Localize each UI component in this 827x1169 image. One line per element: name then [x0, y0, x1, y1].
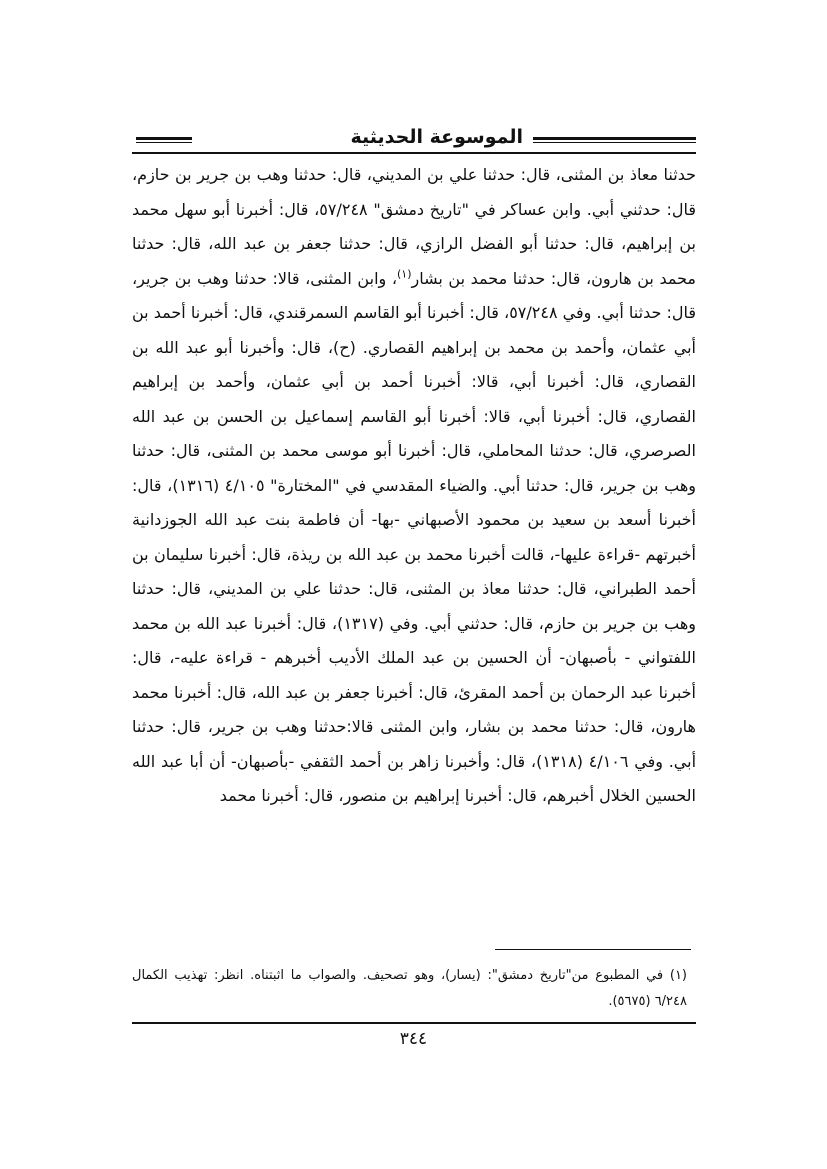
- header-rule-left: [136, 137, 192, 143]
- text-after-note: ، وابن المثنى، قالا: حدثنا وهب بن جرير، قال: حدثنا أبي. وفي ٥٧/٢٤٨، قال: أخبرنا أبو القاسم السمرقندي، قال: أخبرنا أحمد بن أبي عثمان، وأحمد بن محمد بن إبراهيم القصاري. (ح)، قال: وأخبرنا أبو عبد الله بن القصاري، قال: أخبرنا أبي، قالا: أخبرنا أحمد بن أبي عثمان، وأحمد بن إبراهيم القصاري، قال: أخبرنا أبي، قالا: أخبرنا أبو القاسم إسماعيل بن الحسن بن عبد الله الصرصري، قال: حدثنا المحاملي، قال: أخبرنا أبو موسى محمد بن المثنى، قال: حدثنا وهب بن جرير، قال: حدثنا أبي. والضياء المقدسي في "المختارة" ٤/١٠٥ (١٣١٦)، قال: أخبرنا أسعد بن سعيد بن محمود الأصبهاني -بها- أن فاطمة بنت عبد الله الجوزدانية أخبرتهم -قراءة عليها-، قالت أخبرنا محمد بن عبد الله بن ريذة، قال: أخبرنا سليمان بن أحمد الطبراني، قال: حدثنا معاذ بن المثنى، قال: حدثنا علي بن المديني، قال: حدثنا وهب بن جرير بن حازم، قال: حدثني أبي. وفي (١٣١٧)، قال: أخبرنا عبد الله بن محمد اللفتواني - بأصبهان- أن الحسين بن عبد الملك الأديب أخبرهم - قراءة عليه-، قال: أخبرنا عبد الرحمان بن أحمد المقرئ، قال: أخبرنا جعفر بن عبد الله، قال: أخبرنا محمد هارون، قال: حدثنا محمد بن بشار، وابن المثنى قالا:حدثنا وهب بن جرير، قال: حدثنا أبي. وفي ٤/١٠٦ (١٣١٨)، قال: وأخبرنا زاهر بن أحمد الثقفي -بأصبهان- أن أبا عبد الله الحسين الخلال أخبرهم، قال: أخبرنا إبراهيم بن منصور، قال: أخبرنا محمد: [132, 268, 697, 805]
- main-text: [132, 158, 696, 814]
- main-paragraph: [132, 158, 696, 814]
- footnote: (١) في المطبوع من"تاريخ دمشق": (يسار)، وهو تصحيف. والصواب ما اثبتناه. انظر: تهذيب الكمال ٦/٢٤٨ (٥٦٧٥).: [132, 968, 687, 1009]
- header-underline: [132, 152, 696, 154]
- footer-rule: [132, 1022, 696, 1024]
- header-title: الموسوعة الحديثية: [341, 124, 534, 150]
- footnote-separator: [495, 949, 691, 950]
- footnote-marker[interactable]: (١): [397, 267, 412, 281]
- page-number: ٣٤٤: [399, 1029, 428, 1049]
- text-before-note: حدثنا معاذ بن المثنى، قال: حدثنا علي بن المديني، قال: حدثنا وهب بن جرير بن حازم، قال: حدثني أبي. وابن عساكر في "تاريخ دمشق" ٥٧/٢٤٨، قال: أخبرنا أبو سهل محمد بن إبراهيم، قال: حدثنا أبو الفضل الرازي، قال: حدثنا جعفر بن عبد الله، قال: حدثنا محمد بن هارون، قال: حدثنا محمد بن بشار: [132, 165, 697, 288]
- running-header: [132, 124, 696, 154]
